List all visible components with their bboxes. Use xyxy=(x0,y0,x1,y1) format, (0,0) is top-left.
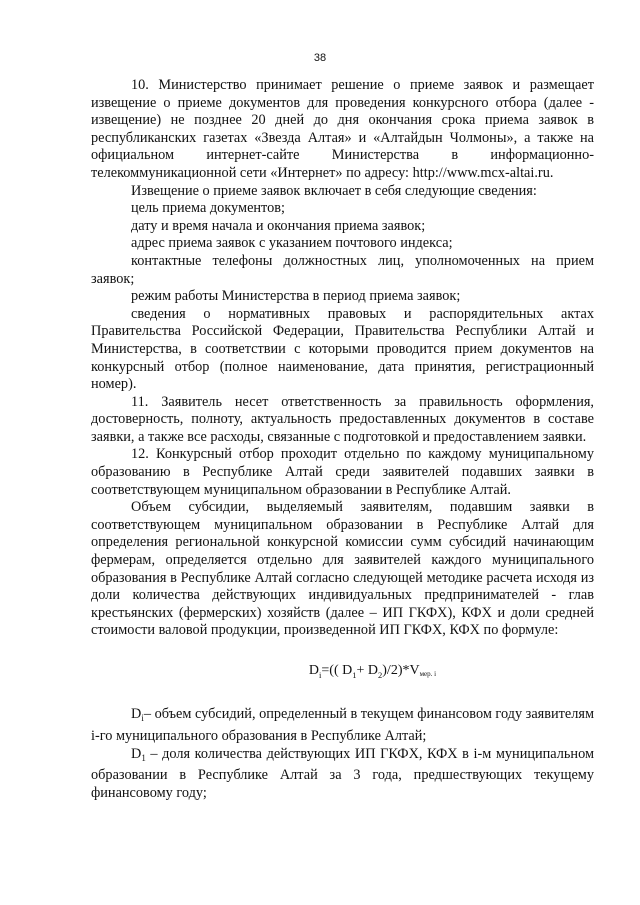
paragraph-11: 11. Заявитель несет ответственность за правильность оформления, достоверность, полноту, актуальность предоставленных документов в составе заявки, а также все расходы, связанные с подготовкой и предоставлением заявки. xyxy=(91,393,594,445)
subsidy-formula xyxy=(91,662,594,684)
list-item-purpose: цель приема документов; xyxy=(131,200,285,217)
definition-d1-sub: 1 xyxy=(141,752,146,763)
definition-d1-symbol: D xyxy=(131,745,142,762)
formula-v-sub: мер. i xyxy=(419,670,437,678)
definition-di-text: – объем субсидий, определенный в текущем финансовом году заявителям i-го муниципального образования в Республике Алтай; xyxy=(91,706,594,744)
definition-di-symbol: D xyxy=(131,706,142,723)
formula-plus: + D xyxy=(356,663,379,678)
formula-open: =(( D xyxy=(321,663,353,678)
list-item-schedule: режим работы Министерства в период приема заявок; xyxy=(131,288,461,305)
formula-d2-sub: 2 xyxy=(378,669,383,680)
document-body xyxy=(91,77,594,802)
formula-lhs: D xyxy=(308,663,320,678)
definition-d1-text: – доля количества действующих ИП ГКФХ, КФХ в i-м муниципальном образовании в Республике Алтай за 3 года, предшествующих текущему финансовому году; xyxy=(91,745,594,801)
notice-intro: Извещение о приеме заявок включает в себя следующие сведения: xyxy=(131,182,537,199)
page-number: 38 xyxy=(313,52,327,64)
list-item-phones: контактные телефоны должностных лиц, уполномоченных на прием заявок; xyxy=(91,252,594,287)
formula-d1-sub: 1 xyxy=(352,669,357,680)
paragraph-subsidy-volume: Объем субсидии, выделяемый заявителям, подавшим заявки в соответствующем муниципальном образовании в Республике Алтай для определения региональной конкурсной комиссии сумм субсидий начинающим фермерам, определяется отдельно для заявителей каждого муниципального образования в Республике Алтай согласно следующей методике расчета исходя из доли количества действующих индивидуальных предпринимателей - глав крестьянских (фермерских) хозяйств (далее – ИП ГКФХ), КФХ и доли средней стоимости валовой продукции, произведенной ИП ГКФХ, КФХ по формуле: xyxy=(91,499,594,639)
list-item-acts: сведения о нормативных правовых и распорядительных актах Правительства Российской Федерации, Правительства Республики Алтай и Министерства, в соответствии с которыми проводится прием документов на конкурсный отбор (полное наименование, дата принятия, регистрационный номер). xyxy=(91,305,594,393)
paragraph-10: 10. Министерство принимает решение о приеме заявок и размещает извещение о приеме документов для проведения конкурсного отбора (далее - извещение) не позднее 20 дней до дня окончания срока приема заявок в республиканских газетах «Звезда Алтая» и «Алтайдын Чолмоны», а также на официальном интернет-сайте Министерства в информационно-телекоммуникационной сети «Интернет» по адресу: http://www.mcx-altai.ru. xyxy=(91,77,594,181)
list-item-dates: дату и время начала и окончания приема заявок; xyxy=(131,217,426,234)
paragraph-12: 12. Конкурсный отбор проходит отдельно по каждому муниципальному образованию в Республике Алтай среди заявителей подавших заявки в соответствующем муниципальном образовании в Республике Алтай. xyxy=(91,446,594,498)
list-item-address: адрес приема заявок с указанием почтового индекса; xyxy=(131,235,453,252)
definition-d1 xyxy=(91,746,594,803)
definition-di xyxy=(91,706,594,745)
formula-lhs-sub: i xyxy=(319,669,322,680)
formula-close: )/2)*V xyxy=(382,663,420,678)
definition-di-sub: i xyxy=(141,713,144,724)
